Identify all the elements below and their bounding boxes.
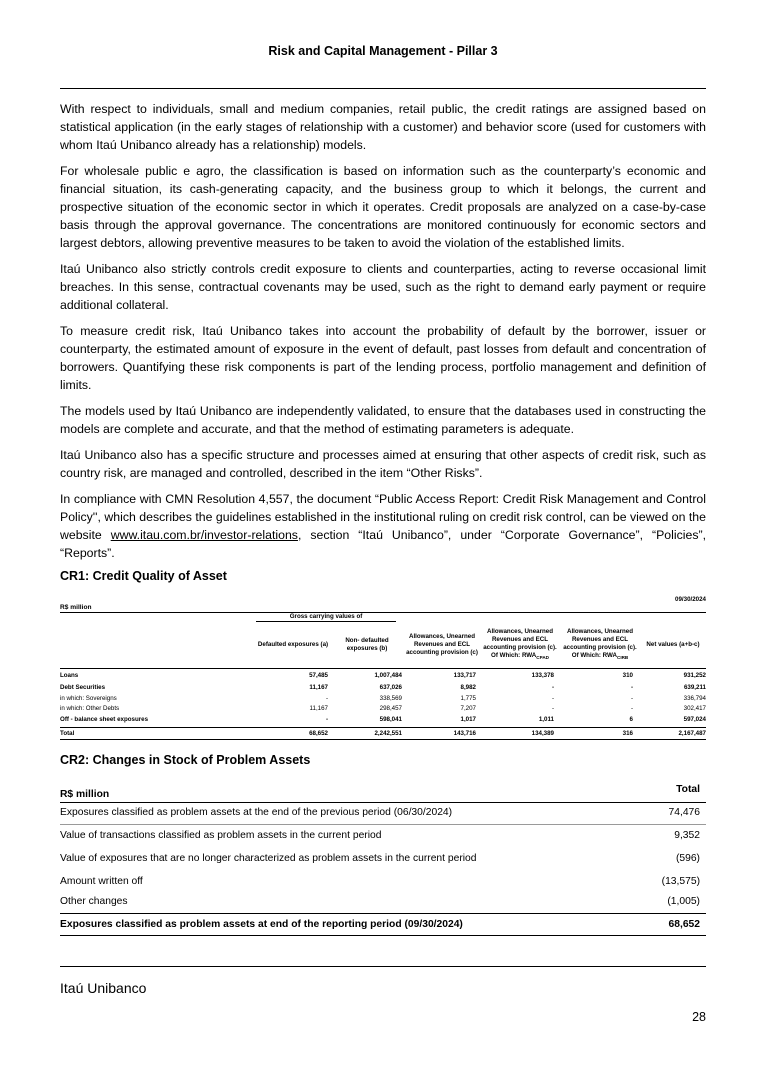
row-label: Debt Securities (60, 684, 106, 691)
cell-defaulted: 11,167 (309, 705, 328, 712)
row-value: (13,575) (661, 876, 700, 887)
row-label: Value of exposures that are no longer characterized as problem assets in the current period (60, 853, 477, 864)
row-label: Total (60, 730, 75, 737)
cr1-unit: R$ million (60, 604, 92, 611)
table-row (60, 695, 706, 705)
divider (60, 913, 706, 914)
cell-allowances: 133,717 (453, 672, 476, 679)
footer-company: Itaú Unibanco (60, 980, 147, 996)
cell-allowances: 1,017 (460, 716, 476, 723)
cell-cpad: - (551, 684, 554, 691)
header-divider (60, 88, 706, 89)
row-value: 68,652 (668, 919, 700, 930)
cell-net: 302,417 (683, 705, 706, 712)
table-row (60, 684, 706, 694)
divider (60, 739, 706, 740)
cell-cpad: 134,389 (531, 730, 554, 737)
row-label: Amount written off (60, 876, 143, 887)
divider (60, 824, 706, 825)
row-label: Loans (60, 672, 79, 679)
cell-non-defaulted: 1,007,484 (374, 672, 402, 679)
header-subscript: CPAD (536, 655, 549, 661)
header-text: Allowances, Unearned Revenues and ECL accounting provision (c). Of Which: RWA (483, 627, 557, 659)
row-label: Value of transactions classified as problem assets in the current period (60, 830, 382, 841)
col-header-allowances-cpad (480, 622, 560, 668)
header-text: Allowances, Unearned Revenues and ECL accounting provision (c). Of Which: RWA (563, 627, 637, 659)
divider (60, 802, 706, 803)
row-label: in which: Sovereigns (60, 695, 117, 702)
cell-allowances: 8,982 (460, 684, 476, 691)
divider (60, 727, 706, 728)
cr1-date: 09/30/2024 (675, 596, 706, 603)
cell-non-defaulted: 338,569 (379, 695, 402, 702)
row-value: 74,476 (668, 807, 700, 818)
page-number: 28 (692, 1010, 706, 1024)
cell-non-defaulted: 637,026 (379, 684, 402, 691)
cell-defaulted: 57,485 (309, 672, 328, 679)
row-value: 9,352 (674, 830, 700, 841)
cell-non-defaulted: 2,242,551 (374, 730, 402, 737)
paragraph: For wholesale public e agro, the classification is based on information such as the counterparty’s economic and financial situation, its cash-generating capacity, and the business group to which it belongs, the current and prospective situation of the economic sector in which it operates. Credit proposals are analyzed on a case-by-case basis through the approval governance. The concentrations are monitored continuously for economic sectors and largest debtors, allowing preventive measures to be taken to avoid the violation of the established limits. (60, 164, 706, 250)
cell-defaulted: 11,167 (309, 684, 328, 691)
header-total: Total (676, 784, 700, 795)
cell-allowances: 7,207 (460, 705, 476, 712)
page-header-title: Risk and Capital Management - Pillar 3 (268, 44, 498, 58)
header-subscript: CIRB (617, 655, 629, 661)
col-header-net: Net values (a+b-c) (646, 641, 700, 648)
cr1-title: CR1: Credit Quality of Asset (60, 569, 227, 583)
row-label: Other changes (60, 896, 128, 907)
row-label: in which: Other Debts (60, 705, 120, 712)
col-header-non-defaulted: Non- defaulted exposures (b) (345, 637, 389, 652)
paragraph: To measure credit risk, Itaú Unibanco takes into account the probability of default by the borrower, issuer or counterparty, the estimated amount of exposure in the event of default, past losses from default and concentration of borrowers. Quantifying these risk components is part of the lending process, portfolio management and definition of limits. (60, 324, 706, 392)
cell-cirb: 6 (629, 716, 633, 723)
gross-carrying-header: Gross carrying values of (289, 613, 363, 620)
header-unit: R$ million (60, 789, 110, 800)
cell-cirb: 310 (622, 672, 633, 679)
paragraph-text: In compliance with CMN Resolution 4,557, the document “Public Access Report: Credit Risk Management and Control Policy'', which describes the guidelines established in the institutional ruling on credit risk control, can be viewed on the website (60, 492, 706, 542)
cell-net: 639,211 (683, 684, 706, 691)
cell-defaulted: - (325, 716, 328, 723)
cell-cirb: - (630, 684, 633, 691)
investor-relations-link[interactable]: www.itau.com.br/investor-relations (110, 528, 298, 542)
body-text (60, 100, 706, 570)
cell-allowances: 1,775 (460, 695, 476, 702)
row-value: (596) (675, 853, 700, 864)
cell-cirb: 316 (622, 730, 633, 737)
table-row (60, 672, 706, 682)
cell-non-defaulted: 598,041 (379, 716, 402, 723)
row-value: (1,005) (667, 896, 700, 907)
paragraph: The models used by Itaú Unibanco are independently validated, to ensure that the databases used in constructing the models are complete and accurate, and that the method of estimating parameters is adequate. (60, 404, 706, 436)
row-label: Exposures classified as problem assets at end of the reporting period (09/30/2024) (60, 919, 463, 930)
table-row (60, 716, 706, 726)
table-row (60, 705, 706, 715)
cell-non-defaulted: 298,457 (379, 705, 402, 712)
cell-net: 336,794 (683, 695, 706, 702)
cell-cirb: - (630, 705, 633, 712)
cell-net: 597,024 (683, 716, 706, 723)
col-header-allowances-cirb (560, 622, 640, 668)
cell-net: 2,167,487 (678, 730, 706, 737)
paragraph: Itaú Unibanco also has a specific structure and processes aimed at ensuring that other aspects of credit risk, such as country risk, are managed and controlled, described in the item “Other Risks”. (60, 448, 706, 480)
cr2-title: CR2: Changes in Stock of Problem Assets (60, 753, 311, 767)
cell-defaulted: 68,652 (309, 730, 328, 737)
paragraph: Itaú Unibanco also strictly controls credit exposure to clients and counterparties, acting to reverse occasional limit breaches. In this sense, contractual covenants may be used, such as the right to demand early payment or require additional collateral. (60, 262, 706, 312)
paragraph-text: , section “Itaú Unibanco”, under “Corporate Governance”, “Policies”, “Reports”. (60, 528, 706, 560)
cell-allowances: 143,716 (453, 730, 476, 737)
divider (60, 935, 706, 936)
paragraph: With respect to individuals, small and medium companies, retail public, the credit ratings are assigned based on statistical application (in the early stages of relationship with a customer) and behavior score (used for customers with whom Itaú Unibanco already has a relationship) models. (60, 102, 706, 152)
row-label: Exposures classified as problem assets at the end of the previous period (06/30/2024) (60, 807, 453, 818)
cell-cirb: - (630, 695, 633, 702)
row-label: Off - balance sheet exposures (60, 716, 149, 723)
col-header-defaulted: Defaulted exposures (a) (257, 641, 329, 648)
cell-net: 931,252 (683, 672, 706, 679)
cell-defaulted: - (325, 695, 328, 702)
cell-cpad: 1,011 (538, 716, 554, 723)
cell-cpad: 133,378 (531, 672, 554, 679)
divider (60, 668, 706, 669)
cell-cpad: - (551, 695, 554, 702)
col-header-allowances: Allowances, Unearned Revenues and ECL accounting provision (c) (406, 633, 478, 656)
cell-cpad: - (551, 705, 554, 712)
footer-divider (60, 966, 706, 967)
paragraph-policy (60, 490, 706, 562)
